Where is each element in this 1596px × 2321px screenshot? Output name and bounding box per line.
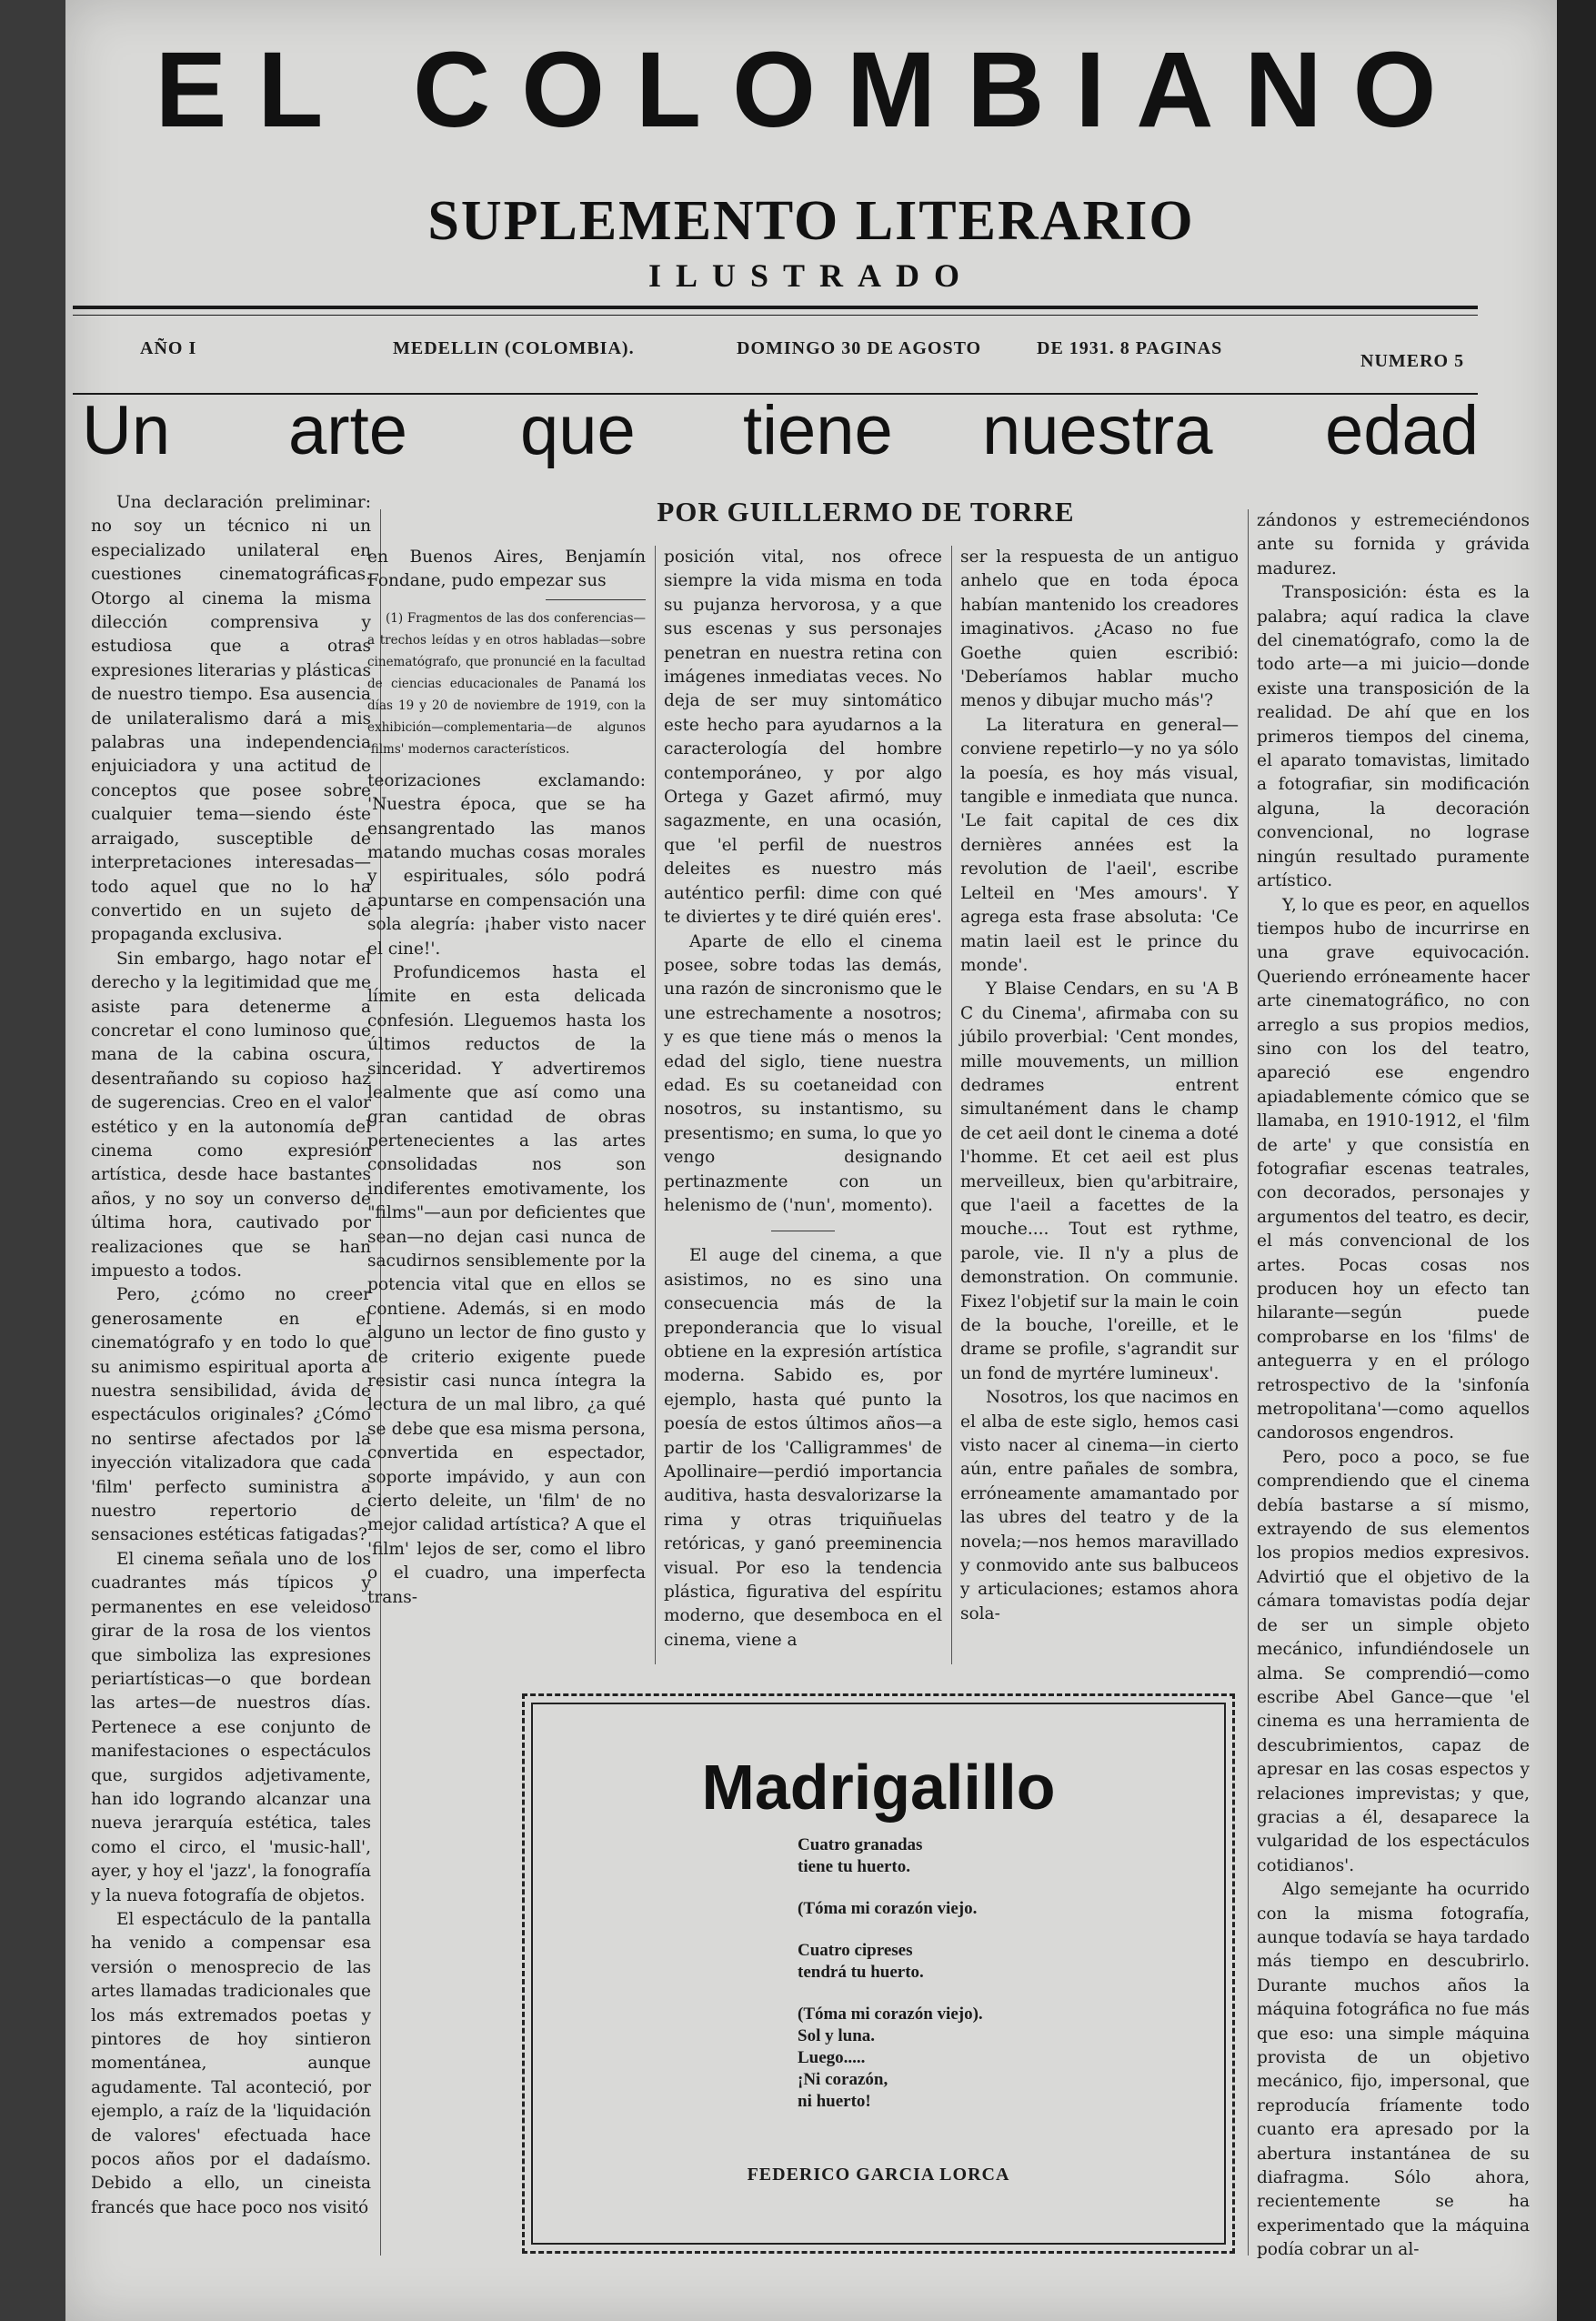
paragraph: ser la respuesta de un antiguo anhelo que en toda época habían mantenido los creadores imaginativos. ¿Acaso no fue Goethe quien escribió: 'Deberíamos hablar mucho menos y dibujar mucho más'?	[960, 548, 1239, 711]
paragraph: Pero, ¿cómo no creer generosamente en el cinematógrafo y en todo lo que su animismo espiritual aporta a nuestra sensibilidad, ávida de espectáculos originales? ¿Cómo no sentirse afectados por la inyección vitalizadora que cada 'film' perfecto suministra a nuestro repertorio de sensaciones estéticas fatigadas?	[91, 1285, 371, 1545]
poem-line: (Tóma mi corazón viejo.	[798, 1899, 978, 1918]
dateline-year: AÑO I	[140, 338, 197, 358]
poem-line: Sol y luna.	[798, 2026, 876, 2045]
poem-line: Cuatro cipreses	[798, 1941, 913, 1960]
masthead-rule-thin	[73, 315, 1478, 316]
poem-line: (Tóma mi corazón viejo).	[798, 2004, 983, 2024]
article-column-3	[664, 546, 942, 1653]
headline-word: edad	[1325, 392, 1480, 469]
paragraph: Pero, poco a poco, se fue comprendiendo que el cinema debía bastarse a sí mismo, extrayendo de sus elementos los propios medios expresivos. Advirtió que el objetivo de la cámara tomavistas podía dejar de ser un simple objeto mecánico, infundiéndosele un alma. Se comprendió—como escribe Abel Gance—que 'el cinema es una herramienta de descubrimientos, capaz de apresar en las cosas espectos y relaciones imprevistas; y que, gracias a él, desaparece la vulgaridad de los espectáculos cotidianos'.	[1257, 1447, 1530, 1875]
paragraph: Profundicemos hasta el límite en esta delicada confesión. Lleguemos hasta los últimos reductos de la sinceridad. Y advertiremos lealmente que así como una gran cantidad de obras pertenecientes a las artes consolidadas nos son indiferentes emotivamente, los "films"—aun por deficientes que sean—no dejan casi nunca de sacudirnos sensiblemente por la potencia vital que en ellos se contiene. Además, si en modo alguno un lector de fino gusto y de criterio exigente puede resistir casi nunca íntegra la lectura de un mal libro, ¿a qué se debe que esa misma persona, convertida en espectador, soporte impávido, y aun con cierto deleite, un 'film' de no mejor calidad artística? A que el 'film' lejos de ser, como el libro o el cuadro, una imperfecta trans-	[367, 963, 646, 1607]
dateline-number: NUMERO 5	[1360, 351, 1465, 371]
headline-word: arte	[288, 392, 407, 469]
paragraph: Sin embargo, hago notar el derecho y la legitimidad que me asiste para detenerme a concretar el cono luminoso que mana de la cabina oscura, desentrañando su copioso haz de sugerencias. Creo en el valor estético y en la autonomía del cinema como expresión artística, desde hace bastantes años, y no soy un converso de última hora, cautivado por realizaciones que se han impuesto a todos.	[91, 949, 371, 1281]
poem-title: Madrigalillo	[701, 1752, 1056, 1823]
poem-line: ni huerto!	[798, 2092, 871, 2111]
paragraph: Algo semejante ha ocurrido con la misma fotografía, aunque todavía se haya tardado más tiempo en descubrirlo. Durante muchos años la máquina fotográfica no fue más que eso: una simple máquina provista de un objetivo mecánico, fijo, impersonal, que reproducía fríamente todo cuanto era apresado por la abertura instantánea de su diafragma. Sólo ahora, recientemente se ha experimentado que la máquina podía cobrar un al-	[1257, 1880, 1530, 2260]
masthead-tagline: ILUSTRADO	[647, 257, 975, 294]
paragraph: teorizaciones exclamando: 'Nuestra época, que se ha ensangrentado las manos matando muchas cosas morales y espirituales, sólo podrá apuntarse en compensación una sola alegría: ¡haber visto nacer el cine!'.	[367, 770, 646, 959]
column-divider	[655, 546, 656, 1664]
paragraph: Y, lo que es peor, en aquellos tiempos hubo de incurrirse en una grave equivocación. Queriendo erróneamente hacer arte cinematográfico, no con arreglo a sus propios medios, sino con los del teatro, apareció ese engendro apiadablemente cómico que se llamaba, en 1910-1912, el 'film de arte' y que consistía en fotografiar escenas teatrales, con decorados, personajes y argumentos del teatro, es decir, el más convencional de los artes. Pocas cosas nos producen hoy un efecto tan hilarante—según puede comprobarse en los 'films' de anteguerra y en el prólogo retrospectivo de la 'sinfonía metropolitana'—como aquellos candorosos engendros.	[1257, 895, 1530, 1443]
paragraph: en Buenos Aires, Benjamín Fondane, pudo empezar sus	[367, 548, 646, 591]
paragraph: El auge del cinema, a que asistimos, no es sino una consecuencia más de la preponderancia que lo visual obtiene en la expresión artística moderna. Sabido es, por ejemplo, hasta qué punto la poesía de estos últimos años—a partir de los 'Calligrammes' de Apollinaire—perdió importancia auditiva, hasta desvalorizarse la rima y otras triquiñuelas retóricas, y ganó preeminencia visual. Por eso la tendencia plástica, figurativa del espíritu moderno, que desemboca en el cinema, viene a	[664, 1246, 942, 1650]
article-column-5	[1257, 509, 1530, 2263]
paragraph: Y Blaise Cendars, en su 'A B C du Cinema', afirmaba con su júbilo proverbial: 'Cent mondes, mille mouvements, un million dedrames entrent simultanément dans le champ de cet aeil dont le cinema a doté l'homme. Et cet aeil est plus merveilleux, bien qu'arbitraire, que l'aeil a facettes de la mouche.... Tout est rythme, parole, vie. Il n'y a plus de demonstration. On communie. Fixez l'objetif sur la main le coin de la bouche, l'oreille, et le drame se profile, s'agrandit sur un fond de myrtére lumineux'.	[960, 980, 1239, 1383]
poem-stanza	[798, 1940, 1198, 1984]
paragraph: La literatura en general—conviene repetirlo—y no ya sólo la poesía, es hoy más visual, tangible e inmediata que nunca. 'Le fait capital de ces dix dernières années est la revolution de l'aeil', escribe Lelteil en 'Mes amours'. Y agrega esta frase absoluta: 'Ce matin laeil est le prince du monde'.	[960, 715, 1239, 975]
headline-word: Un	[82, 392, 171, 469]
poem-line: ¡Ni corazón,	[798, 2070, 888, 2089]
paragraph: zándonos y estremeciéndonos ante su fornida y grávida madurez.	[1257, 511, 1530, 578]
poem-stanza	[798, 1898, 1198, 1920]
headline-word: tiene	[743, 392, 893, 469]
dateline	[129, 338, 1493, 375]
newspaper-page	[65, 0, 1557, 2321]
article-headline	[75, 391, 1557, 482]
paragraph: El cinema señala uno de los cuadrantes más típicos y permanentes en ese veleidoso girar de la rosa de los vientos que simboliza las expresiones periartísticas—o que bordean las artes—de nuestros días. Pertenece a ese conjunto de manifestaciones o espectáculos que, surgidos adjetivamente, han ido logrando alcanzar una nueva jerarquía estética, tales como el circo, el 'music-hall', ayer, y hoy el 'jazz', la fonografía y la nueva fotografía de objetos.	[91, 1549, 371, 1905]
poem-text	[798, 1834, 1198, 2133]
dateline-date: DOMINGO 30 DE AGOSTO	[737, 338, 982, 358]
paragraph: El espectáculo de la pantalla ha venido a compensar esa versión o menosprecio de las artes llamadas tradicionales que los más extremados poetas y pintores de hoy sintieron momentánea, aunque agudamente. Tal aconteció, por ejemplo, a raíz de la 'liquidación de valores' efectuada hace pocos años por el dadaísmo. Debido a ello, un cineista francés que hace poco nos visitó	[91, 1909, 371, 2217]
poem-author: FEDERICO GARCIA LORCA	[747, 2165, 1010, 2185]
poem-stanza	[798, 1834, 1198, 1878]
column-divider	[1248, 509, 1249, 2256]
page-edge-shadow	[1557, 0, 1596, 2321]
poem-stanza	[798, 2004, 1198, 2113]
paragraph: Nosotros, los que nacimos en el alba de este siglo, hemos casi visto nacer al cinema—in cierto aún, entre pañales de sombra, erróneamente amamantado por las ubres del teatro y de la novela;—nos hemos maravillado y conmovido ante sus balbuceos y articulaciones; estamos ahora sola-	[960, 1388, 1239, 1623]
poem-box	[522, 1693, 1235, 2254]
dateline-year-pages: DE 1931. 8 PAGINAS	[1037, 338, 1223, 358]
column-divider	[951, 546, 952, 1664]
article-column-4	[960, 546, 1239, 1626]
poem-line: Luego.....	[798, 2048, 866, 2067]
masthead-title: EL COLOMBIANO	[155, 30, 1468, 150]
headline-word: nuestra	[982, 392, 1213, 469]
poem-line: tendrá tu huerto.	[798, 1963, 924, 1982]
article-column-1	[91, 491, 371, 2220]
masthead-rule-thick	[73, 306, 1478, 309]
poem-line: Cuatro granadas	[798, 1835, 923, 1854]
paragraph: Una declaración preliminar: no soy un técnico ni un especializado unilateral en cuestiones cinematográficas. Otorgo al cinema la misma dilección comprensiva y estudiosa que a otras expresiones literarias y plásticas de nuestro tiempo. Esa ausencia de unilateralismo dará a mis palabras una independencia enjuiciadora y una actitud de conceptos que posee sobre cualquier tema—siendo éste arraigado, susceptible de interpretaciones interesadas—todo aquel que no lo ha convertido en un sujeto de propaganda exclusiva.	[91, 493, 371, 945]
paragraph: Transposición: ésta es la palabra; aquí radica la clave del cinematógrafo, como la de todo arte—a mi juicio—donde existe una transposición de la realidad. De ahí que en los primeros tiempos del cinema, el aparato tomavistas, limitado a fotografiar, sin modificación alguna, la decoración convencional, no lograse ningún resultado puramente artístico.	[1257, 583, 1530, 891]
footnote: (1) Fragmentos de las dos conferencias—a trechos leídas y en otros habladas—sobre cinematógrafo, que pronuncié en la facultad de ciencias educacionales de Panamá los días 19 y 20 de noviembre de 1919, con la exhibición—complementaria—de algunos 'films' modernos característicos.	[367, 610, 646, 757]
article-byline: POR GUILLERMO DE TORRE	[657, 496, 1075, 528]
paragraph: posición vital, nos ofrece siempre la vida misma en toda su pujanza hervorosa, y a que sus escenas y sus personajes penetran en nuestra retina con imágenes inmediatas veces. No deja de ser muy sintomático este hecho para ayudarnos a la caracterología del hombre contemporáneo, y por algo Ortega y Gazet afirmó, muy sagazmente, en una ocasión, que 'el perfil de nuestros deleites es nuestro más auténtico perfil: dime con qué te diviertes y te diré quién eres'.	[664, 548, 942, 928]
dateline-place: MEDELLIN (COLOMBIA).	[393, 338, 635, 358]
paragraph: Aparte de ello el cinema posee, sobre todas las demás, una razón de sincronismo que le une estrechamente a nosotros; y es que tiene más o menos la edad del siglo, tiene nuestra edad. Es su coetaneidad con nosotros, su instantismo, su presentismo; en suma, lo que yo vengo designando pertinazmente con un helenismo de ('nun', momento).	[664, 931, 942, 1215]
article-column-2	[367, 546, 646, 1610]
poem-line: tiene tu huerto.	[798, 1857, 911, 1876]
footnote-rule	[546, 599, 646, 600]
headline-word: que	[520, 392, 636, 469]
masthead-subtitle: SUPLEMENTO LITERARIO	[427, 190, 1195, 252]
